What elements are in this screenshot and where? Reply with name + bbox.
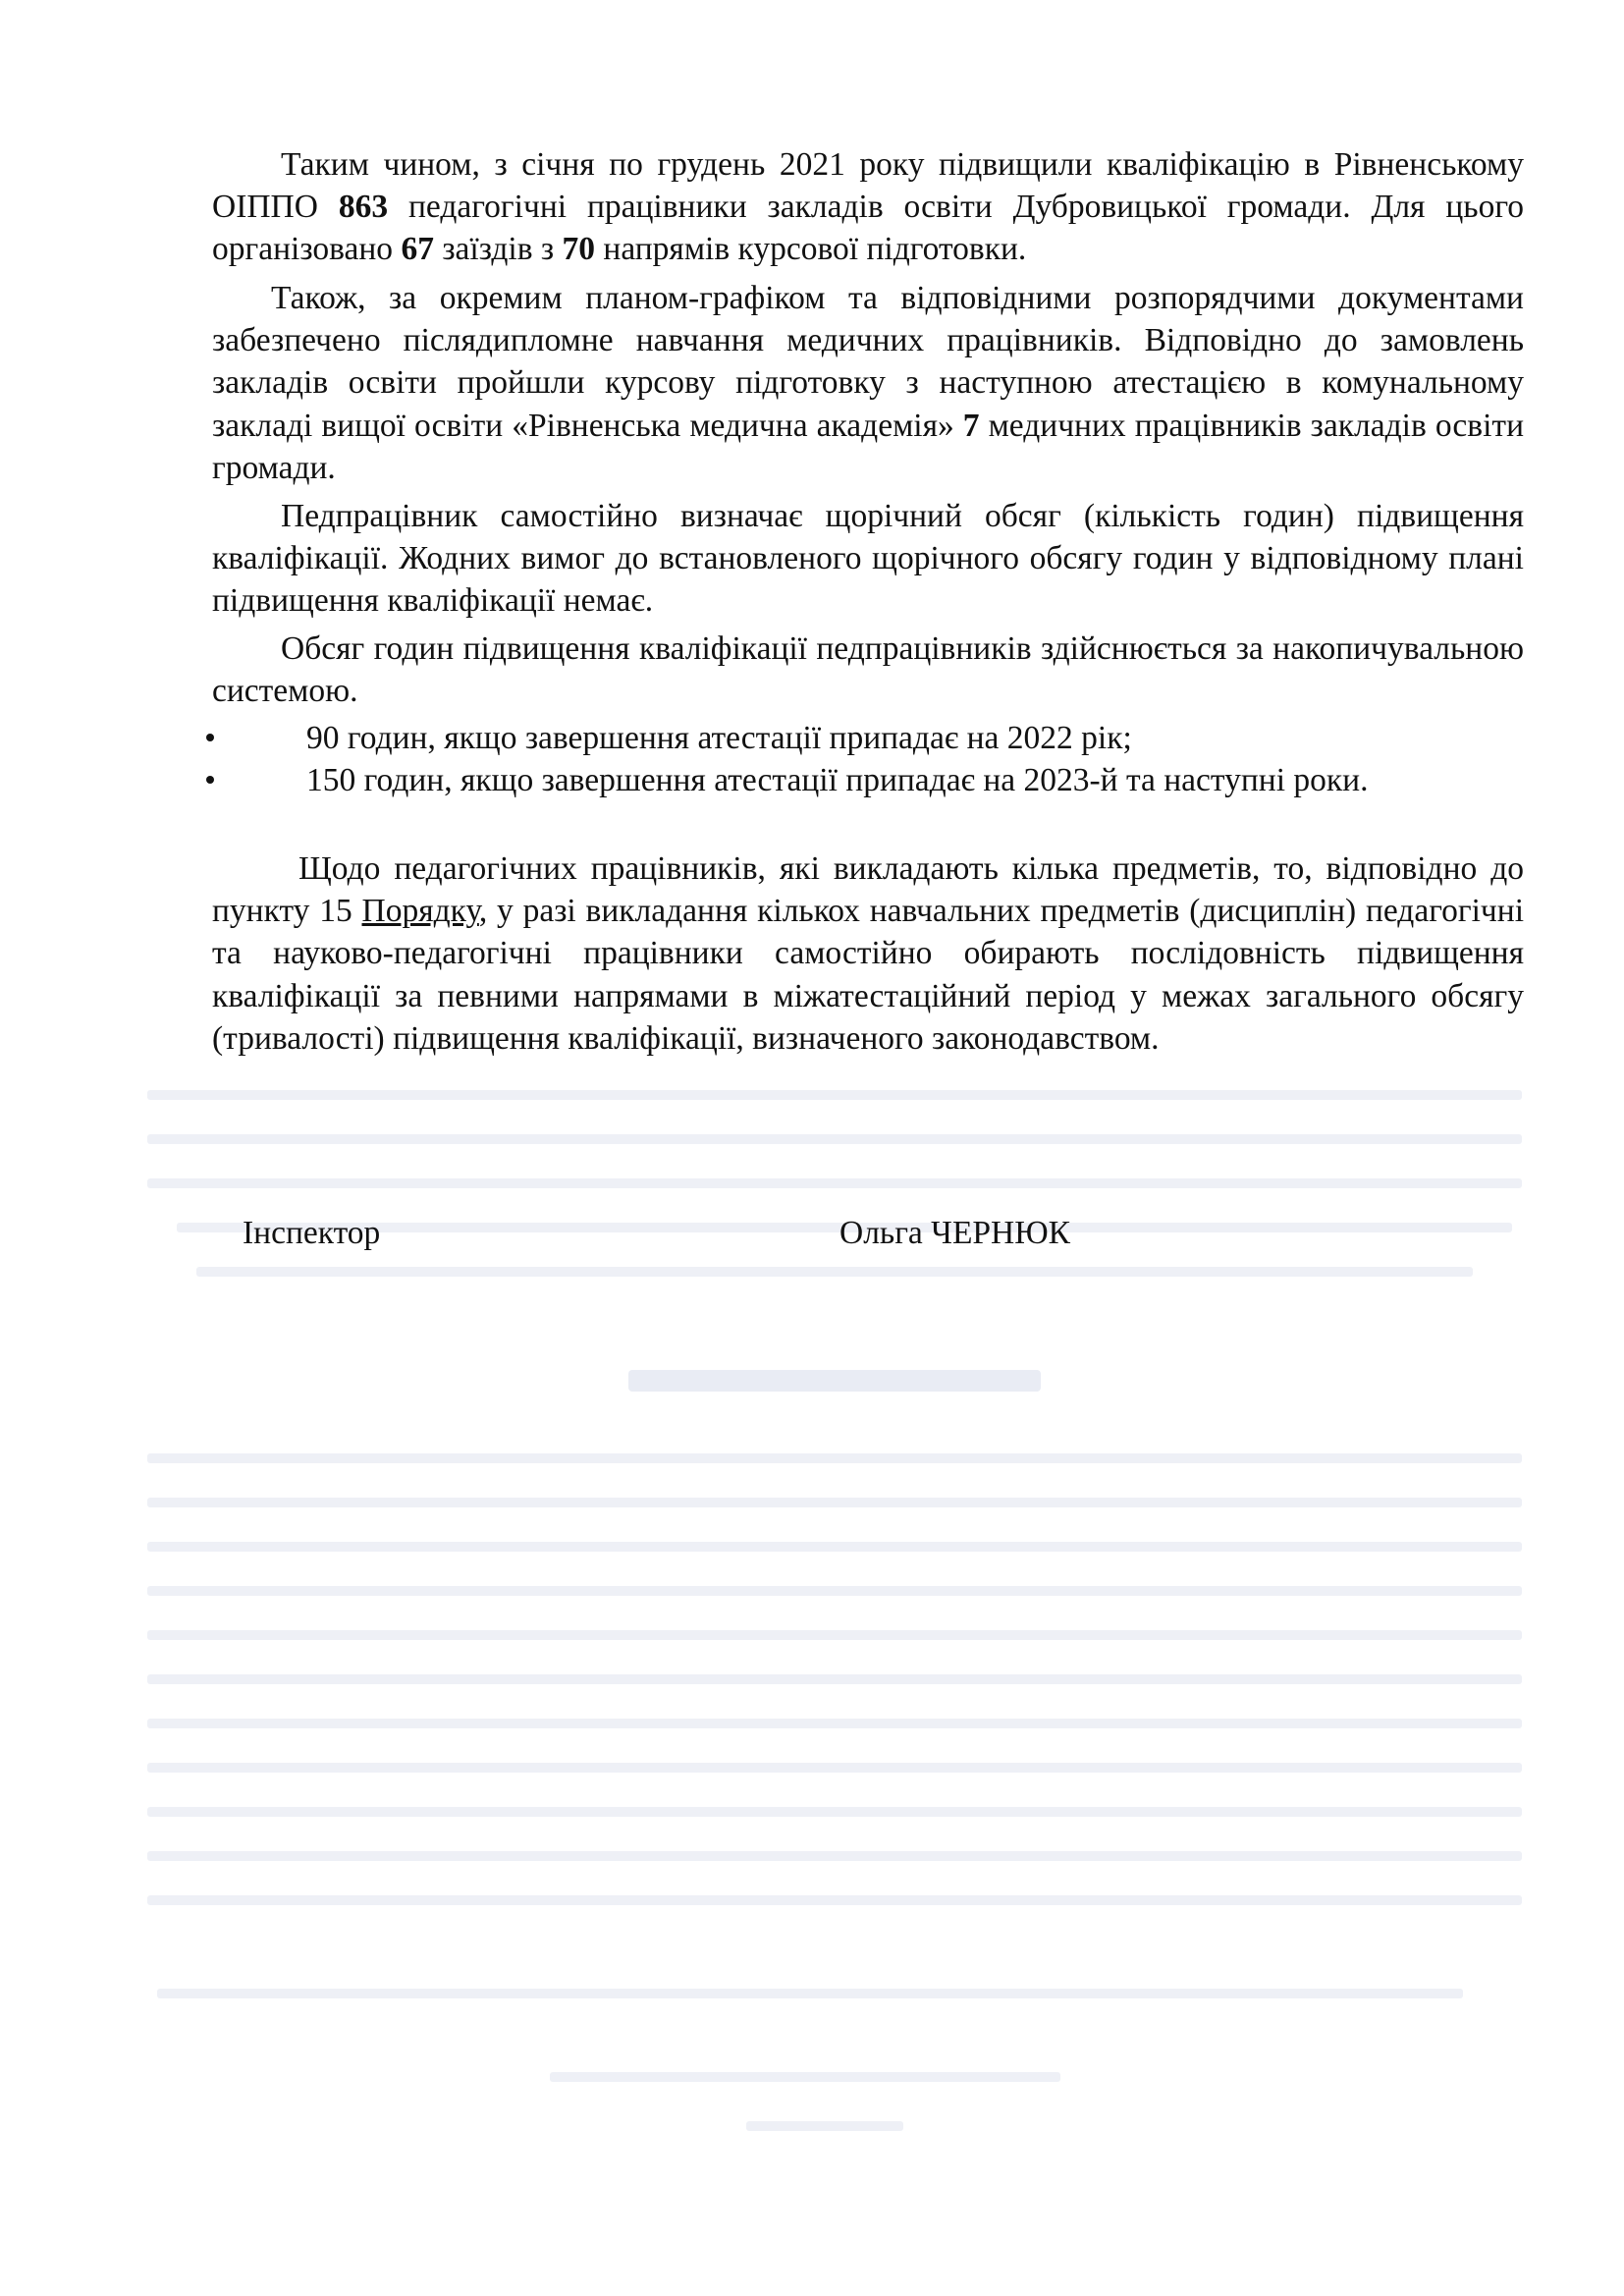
- hours-list: [204, 717, 1524, 801]
- count-sessions: 67: [401, 231, 434, 268]
- count-teachers: 863: [338, 189, 389, 226]
- text: Таким чином, з січня по грудень 2021 року підвищили кваліфікацію в Рівненському ОІППО: [212, 146, 1524, 226]
- count-medical-workers: 7: [962, 407, 980, 444]
- bullet-icon: [206, 734, 214, 741]
- text: Щодо педагогічних працівників, які викладають кілька предметів, то, відповідно до пункту 15: [212, 850, 1524, 930]
- paragraph-cumulative-system: Обсяг годин підвищення кваліфікації педпрацівників здійснюється за накопичувальною системою.: [212, 630, 1524, 710]
- bullet-icon: [206, 776, 214, 784]
- text: Також, за окремим планом-графіком та відповідними розпорядчими документами забезпечено післядипломне навчання медичних працівників. Відповідно до замовлень закладів освіти пройшли курсову підготовку з наступною атестацією в комунальному закладі вищої освіти «Рівненська медична академія»: [212, 280, 1524, 444]
- paragraph-annual-hours: Педпрацівник самостійно визначає щорічний обсяг (кількість годин) підвищення кваліфікації. Жодних вимог до встановленого щорічного обсягу годин у відповідному плані підвищення кваліфікації немає.: [212, 498, 1524, 620]
- signature-name: Ольга ЧЕРНЮК: [839, 1215, 1071, 1251]
- paragraph-multiple-subjects: [212, 847, 1524, 1060]
- list-item: [204, 759, 1524, 801]
- text: , у разі викладання кількох навчальних предметів (дисциплін) педагогічні та науково-педагогічні працівники самостійно обирають послідовність підвищення кваліфікації за певними напрямами в міжатестаційний період у межах загального обсягу (тривалості) підвищення кваліфікації, визначеного законодавством.: [212, 893, 1525, 1057]
- list-item: [204, 717, 1524, 759]
- list-item-text: 90 годин, якщо завершення атестації припадає на 2022 рік;: [306, 720, 1132, 756]
- signature-role: Інспектор: [243, 1215, 381, 1251]
- text: напрямів курсової підготовки.: [595, 231, 1027, 268]
- text: педагогічні працівники закладів освіти Дубровицької громади. Для цього організовано: [212, 189, 1524, 268]
- text: медичних працівників закладів освіти громади.: [212, 407, 1524, 486]
- procedure-link[interactable]: Порядку: [361, 893, 479, 930]
- text: заїздів з: [433, 231, 563, 268]
- list-item-text: 150 годин, якщо завершення атестації припадає на 2023-й та наступні роки.: [306, 762, 1369, 799]
- count-directions: 70: [562, 231, 596, 268]
- paragraph-medical-training: [212, 277, 1524, 489]
- paragraph-training-summary: [212, 143, 1524, 271]
